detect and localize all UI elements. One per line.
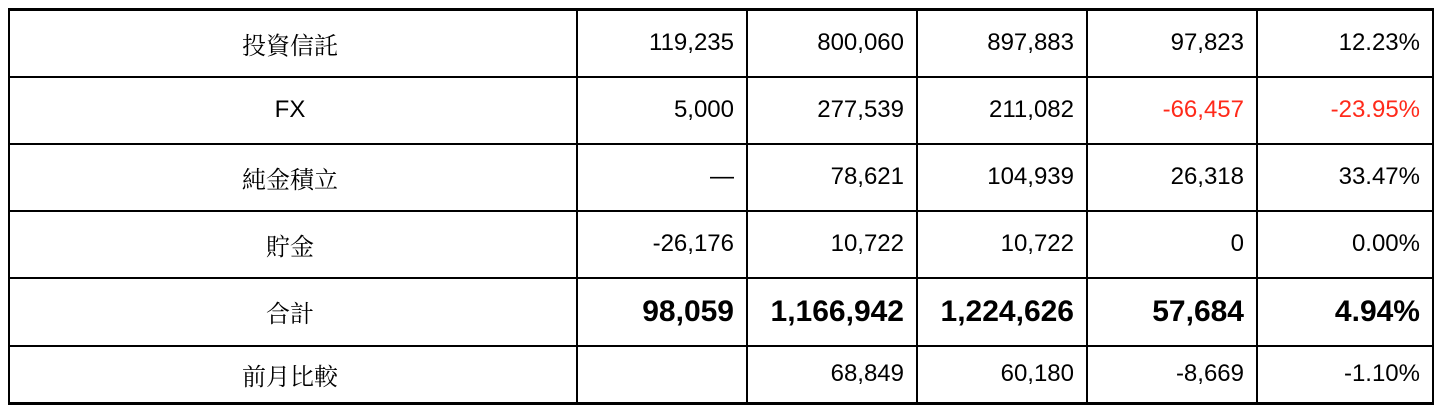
value-cell: 897,883 — [917, 10, 1087, 77]
value-cell: 10,722 — [917, 211, 1087, 278]
value-cell: 68,849 — [747, 346, 917, 404]
value-cell: 277,539 — [747, 77, 917, 144]
value-cell: 0 — [1087, 211, 1257, 278]
value-cell: 98,059 — [577, 278, 747, 346]
value-cell: 1,166,942 — [747, 278, 917, 346]
value-cell: 119,235 — [577, 10, 747, 77]
row-label: 投資信託 — [9, 10, 577, 77]
value-cell: 26,318 — [1087, 144, 1257, 211]
value-cell: 104,939 — [917, 144, 1087, 211]
value-cell: 78,621 — [747, 144, 917, 211]
value-cell: -23.95% — [1257, 77, 1433, 144]
value-cell: 800,060 — [747, 10, 917, 77]
asset-summary-table — [8, 8, 1434, 405]
value-cell: 57,684 — [1087, 278, 1257, 346]
value-cell: 5,000 — [577, 77, 747, 144]
value-cell: -66,457 — [1087, 77, 1257, 144]
row-label: 貯金 — [9, 211, 577, 278]
table-row-month-comparison — [9, 346, 1433, 404]
table-row-savings — [9, 211, 1433, 278]
value-cell: -8,669 — [1087, 346, 1257, 404]
value-cell: -26,176 — [577, 211, 747, 278]
row-label: 合計 — [9, 278, 577, 346]
value-cell: 211,082 — [917, 77, 1087, 144]
asset-summary-frame — [8, 8, 1432, 412]
value-cell: 4.94% — [1257, 278, 1433, 346]
row-label: FX — [9, 77, 577, 144]
value-cell: 60,180 — [917, 346, 1087, 404]
value-cell: 10,722 — [747, 211, 917, 278]
table-row-investment-trust — [9, 10, 1433, 77]
value-cell: 1,224,626 — [917, 278, 1087, 346]
value-cell — [577, 346, 747, 404]
value-cell: — — [577, 144, 747, 211]
table-row-gold-savings — [9, 144, 1433, 211]
table-row-total — [9, 278, 1433, 346]
value-cell: 12.23% — [1257, 10, 1433, 77]
value-cell: 0.00% — [1257, 211, 1433, 278]
value-cell: 33.47% — [1257, 144, 1433, 211]
row-label: 純金積立 — [9, 144, 577, 211]
value-cell: -1.10% — [1257, 346, 1433, 404]
value-cell: 97,823 — [1087, 10, 1257, 77]
row-label: 前月比較 — [9, 346, 577, 404]
table-row-fx — [9, 77, 1433, 144]
